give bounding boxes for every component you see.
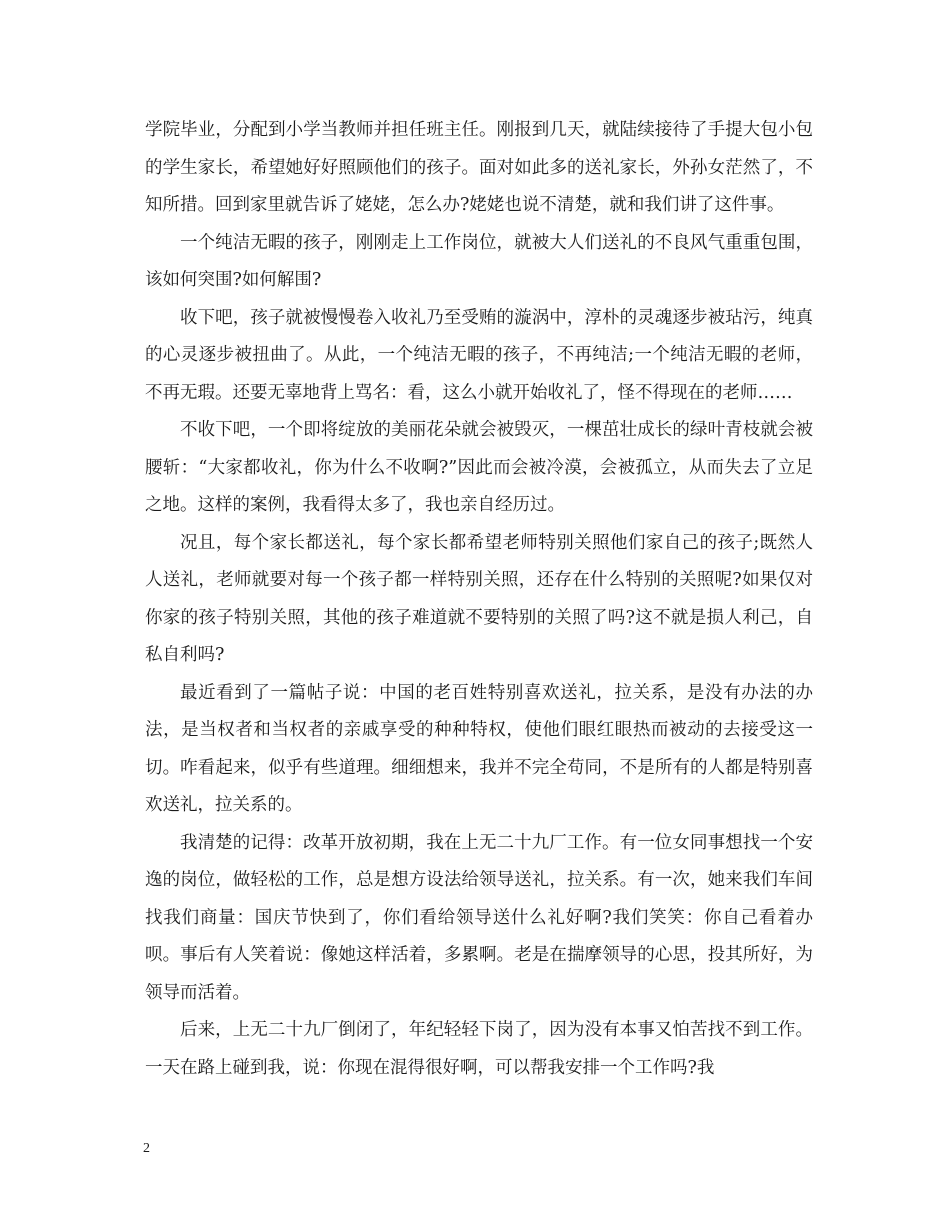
paragraph-3: 收下吧，孩子就被慢慢卷入收礼乃至受贿的漩涡中，淳朴的灵魂逐步被玷污，纯真的心灵逐步被扭曲了。从此，一个纯洁无暇的孩子，不再纯洁;一个纯洁无暇的老师，不再无瑕。还要无辜地背上骂名：看，这么小就开始收礼了，怪不得现在的老师…… [145, 307, 813, 403]
paragraph-8: 后来，上无二十九厂倒闭了，年纪轻轻下岗了，因为没有本事又怕苦找不到工作。一天在路上碰到我，说：你现在混得很好啊，可以帮我安排一个工作吗?我 [145, 1020, 813, 1078]
paragraph-2: 一个纯洁无暇的孩子，刚刚走上工作岗位，就被大人们送礼的不良风气重重包围，该如何突围?如何解围? [145, 232, 813, 290]
paragraph-1: 学院毕业，分配到小学当教师并担任班主任。刚报到几天，就陆续接待了手提大包小包的学生家长，希望她好好照顾他们的孩子。面对如此多的送礼家长，外孙女茫然了，不知所措。回到家里就告诉了姥姥，怎么办?姥姥也说不清楚，就和我们讲了这件事。 [145, 120, 813, 215]
paragraph-7: 我清楚的记得：改革开放初期，我在上无二十九厂工作。有一位女同事想找一个安逸的岗位，做轻松的工作，总是想方设法给领导送礼，拉关系。有一次，她来我们车间找我们商量：国庆节快到了，你们看给领导送什么礼好啊?我们笑笑：你自己看着办呗。事后有人笑着说：像她这样活着，多累啊。老是在揣摩领导的心思，投其所好，为领导而活着。 [145, 832, 813, 1003]
page-number: 2 [143, 1141, 150, 1156]
document-body [145, 112, 813, 1087]
paragraph-4: 不收下吧，一个即将绽放的美丽花朵就会被毁灭，一棵茁壮成长的绿叶青枝就会被腰斩：“大家都收礼，你为什么不收啊?”因此而会被冷漠，会被孤立，从而失去了立足之地。这样的案例，我看得太多了，我也亲自经历过。 [145, 420, 813, 515]
paragraph-6: 最近看到了一篇帖子说：中国的老百姓特别喜欢送礼，拉关系，是没有办法的办法，是当权者和当权者的亲戚享受的种种特权，使他们眼红眼热而被动的去接受这一切。咋看起来，似乎有些道理。细细想来，我并不完全苟同，不是所有的人都是特别喜欢送礼，拉关系的。 [145, 682, 813, 815]
paragraph-5: 况且，每个家长都送礼，每个家长都希望老师特别关照他们家自己的孩子;既然人人送礼，老师就要对每一个孩子都一样特别关照，还存在什么特别的关照呢?如果仅对你家的孩子特别关照，其他的孩子难道就不要特别的关照了吗?这不就是损人利己，自私自利吗? [145, 532, 813, 665]
